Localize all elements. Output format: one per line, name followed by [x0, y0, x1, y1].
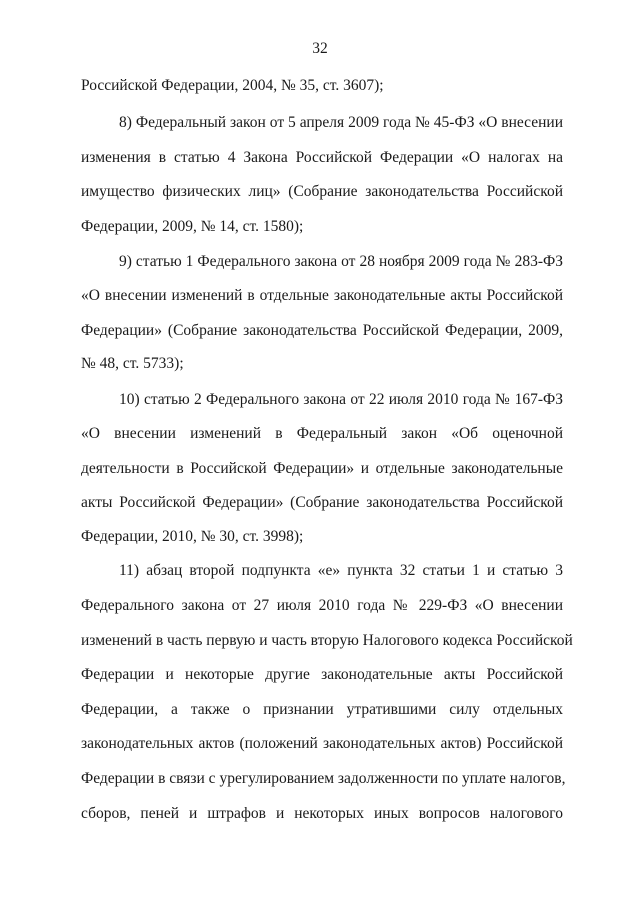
- text-line: 10) статью 2 Федерального закона от 22 июля 2010 года № 167-ФЗ: [119, 391, 563, 408]
- text-line: Федерации, 2010, № 30, ст. 3998);: [81, 528, 304, 545]
- text-line: Федерации» (Собрание законодательства Российской Федерации, 2009,: [81, 322, 563, 339]
- text-line: «О внесении изменений в отдельные законодательные акты Российской: [81, 287, 563, 304]
- text-line: 9) статью 1 Федерального закона от 28 ноября 2009 года № 283-ФЗ: [119, 253, 563, 270]
- text-line: сборов, пеней и штрафов и некоторых иных вопросов налогового: [81, 805, 563, 822]
- text-line: 8) Федеральный закон от 5 апреля 2009 года № 45-ФЗ «О внесении: [119, 114, 563, 131]
- page-number: 32: [312, 40, 328, 57]
- text-line: Федерации в связи с урегулированием задолженности по уплате налогов,: [81, 770, 566, 787]
- text-line: законодательных актов (положений законодательных актов) Российской: [81, 735, 563, 752]
- text-line: Федерации, а также о признании утратившими силу отдельных: [81, 701, 563, 718]
- text-line: «О внесении изменений в Федеральный закон «Об оценочной: [81, 425, 563, 442]
- text-line: имущество физических лиц» (Собрание законодательства Российской: [81, 183, 563, 200]
- text-line: акты Российской Федерации» (Собрание законодательства Российской: [81, 494, 563, 511]
- text-line: изменения в статью 4 Закона Российской Федерации «О налогах на: [81, 149, 563, 166]
- text-line: № 48, ст. 5733);: [81, 355, 184, 372]
- text-line: Российской Федерации, 2004, № 35, ст. 3607);: [81, 77, 384, 94]
- text-line: Федерального закона от 27 июля 2010 года № 229-ФЗ «О внесении: [81, 597, 563, 614]
- text-line: деятельности в Российской Федерации» и отдельные законодательные: [81, 460, 563, 477]
- text-line: Федерации и некоторые другие законодательные акты Российской: [81, 666, 563, 683]
- text-line: Федерации, 2009, № 14, ст. 1580);: [81, 218, 304, 235]
- text-line: изменений в часть первую и часть вторую Налогового кодекса Российской: [81, 632, 573, 649]
- text-line: 11) абзац второй подпункта «е» пункта 32 статьи 1 и статью 3: [119, 562, 563, 579]
